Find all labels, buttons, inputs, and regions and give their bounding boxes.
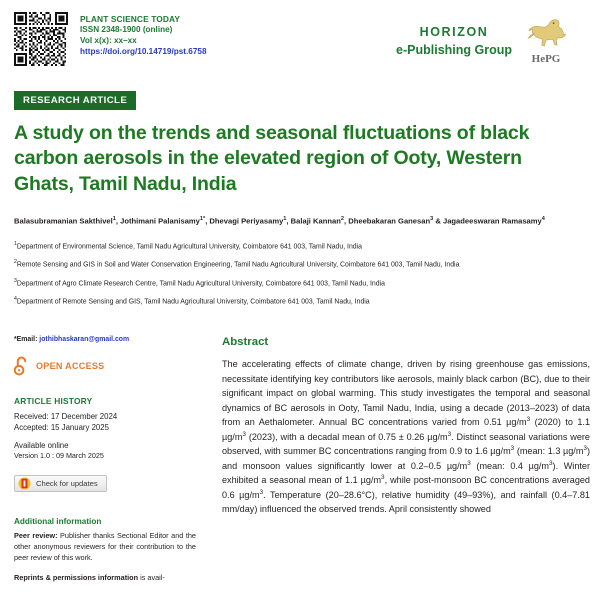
author-affiliation-marker: 1* (199, 216, 206, 223)
unit-exponent: 3 (447, 430, 452, 438)
unit-exponent: 3 (381, 474, 385, 482)
check-for-updates-label: Check for updates (36, 479, 98, 489)
author-name: Jagadeeswaran Ramasamy (442, 216, 542, 226)
journal-doi-link[interactable]: https://doi.org/10.14719/pst.6758 (80, 46, 207, 56)
journal-issn: ISSN 2348-1900 (online) (80, 25, 173, 35)
publisher-logo (520, 18, 572, 64)
check-for-updates-button[interactable] (14, 475, 107, 492)
affiliation-marker: 1 (14, 240, 17, 247)
affiliation-marker: 4 (14, 296, 17, 303)
open-access-label: OPEN ACCESS (36, 360, 105, 371)
research-article-badge: RESEARCH ARTICLE (14, 91, 136, 110)
author-name: Balasubramanian Sakthivel (14, 216, 113, 226)
author-affiliation-marker: 4 (541, 216, 545, 223)
reprints-note (14, 573, 196, 584)
unit-exponent: 3 (548, 459, 553, 467)
journal-name: PLANT SCIENCE TODAY (80, 14, 181, 24)
journal-info (80, 12, 207, 58)
publisher-logo-label: HePG (531, 53, 561, 65)
article-received-date: Received: 17 December 2024 (14, 412, 118, 421)
article-accepted-date: Accepted: 15 January 2025 (14, 423, 109, 433)
author-affiliation-marker: 1 (112, 216, 116, 223)
affiliation-item (14, 295, 586, 308)
author-affiliation-marker: 1 (283, 216, 287, 223)
unit-exponent: 3 (242, 430, 246, 438)
affiliation-text: Remote Sensing and GIS in Soil and Water Conservation Engineering, Tamil Nadu Agricultural University, Coimbatore 641 003, Tamil Nadu, India (16, 261, 460, 269)
peer-review-label: Peer review: (14, 531, 58, 541)
qr-code-icon (14, 12, 68, 66)
reprints-text: is avail- (138, 573, 165, 583)
author-name: Balaji Kannan (290, 216, 341, 226)
affiliation-text: Department of Agro Climate Research Centre, Tamil Nadu Agricultural University, Coimbatore 641 003, Tamil Nadu, India (16, 280, 385, 288)
page-title: A study on the trends and seasonal fluctuations of black carbon aerosols in the elevated region of Ooty, Western Ghats, Tamil Nadu, India (14, 122, 530, 195)
publisher-text (396, 23, 512, 59)
article-version: Version 1.0 : 09 March 2025 (14, 451, 104, 461)
affiliation-marker: 2 (14, 259, 17, 266)
author-name: Jothimani Palanisamy (120, 216, 200, 226)
sidebar (10, 336, 196, 584)
abstract-text: The accelerating effects of climate change, driven by rising greenhouse gas emissions, necessitate identifying key contributors like aerosols, mainly black carbon (BC), due to their significant impact on global warming. This study investigates the temporal and seasonal dynamics of BC aerosols in Ooty, Tamil Nadu, India, using a decade (2013–2023) of data from an Aethalometer. Annual BC concentrations varied from 0.51 $\mu g/m^3$ (2020) to 1.1 $\mu g/m^3$ (2023), with a decadal mean of 0.75 ± 0.26 $\mu g/m^3$. Distinct seasonal variations were observed, with summer BC concentrations ranging from 0.9 to 1.6 $\mu g/m^3$ (mean: 1.3 $\mu g/m^3$) and monsoon values significantly lower at 0.2–0.5 $\mu g/m^3$ (mean: 0.4 $\mu g/m^3$). Winter exhibited a seasonal mean of 1.1 $\mu g/m^3$, while post-monsoon BC concentrations averaged 0.6 $\mu g/m^3$. Temperature (20–28.6°C), relative humidity (49–93%), and rainfall (0.4–7.81 mm/day) influenced the observed trends. April consistently showed (222, 359, 591, 515)
available-online-label: Available online (14, 441, 69, 451)
author-affiliation-marker: 3 (430, 216, 434, 223)
affiliation-item (14, 240, 586, 253)
unit-exponent: 3 (583, 445, 587, 453)
email-label: *Email: (14, 336, 38, 343)
additional-information-heading: Additional information (14, 517, 102, 527)
open-access-row[interactable] (14, 355, 196, 376)
abstract-column (196, 336, 590, 584)
corresponding-email (14, 336, 196, 343)
unit-exponent: 3 (526, 416, 531, 424)
unit-exponent: 3 (259, 488, 264, 496)
journal-volume: Vol x(x): xx–xx (80, 36, 137, 46)
affiliation-item (14, 258, 586, 271)
affiliation-marker: 3 (14, 277, 17, 284)
content-columns (10, 336, 590, 584)
abstract-heading: Abstract (222, 336, 269, 348)
affiliation-list (14, 240, 586, 309)
email-address[interactable]: jothibhaskaran@gmail.com (39, 336, 130, 343)
crossmark-icon (18, 477, 31, 490)
affiliation-item (14, 277, 586, 290)
peer-review-note (14, 531, 196, 563)
reprints-label: Reprints & permissions information (14, 573, 139, 583)
affiliation-text: Department of Environmental Science, Tamil Nadu Agricultural University, Coimbatore 641 003, Tamil Nadu, India (16, 243, 362, 251)
article-history-heading: ARTICLE HISTORY (14, 396, 93, 406)
unit-exponent: 3 (467, 459, 471, 467)
article-type-row (10, 90, 590, 110)
author-name: Dheebakaran Ganesan (348, 216, 431, 226)
masthead (10, 0, 590, 80)
author-list: Balasubramanian Sakthivel$^1$, Jothimani Palanisamy$^{1*}$, Dhevagi Periyasamy$^1$, Balaji Kannan$^2$, Dheebakaran Ganesan$^3$ & Jagadeeswaran Ramasamy$^4$ (14, 216, 545, 226)
peer-review-text: Publisher thanks Sectional Editor and the other anonymous reviewers for their contribution to the peer review of this work. (14, 531, 196, 562)
unit-exponent: 3 (510, 445, 515, 453)
open-lock-icon (14, 355, 29, 376)
author-name: Dhevagi Periyasamy (209, 216, 284, 226)
griffin-logo-icon (520, 18, 572, 52)
publisher-name-group: e-Publishing Group (396, 43, 512, 57)
author-affiliation-marker: 2 (340, 216, 344, 223)
publisher-block (396, 12, 590, 64)
affiliation-text: Department of Remote Sensing and GIS, Tamil Nadu Agricultural University, Coimbatore 641 003, Tamil Nadu, India (16, 298, 370, 306)
publisher-name-horizon: HORIZON (419, 24, 489, 39)
